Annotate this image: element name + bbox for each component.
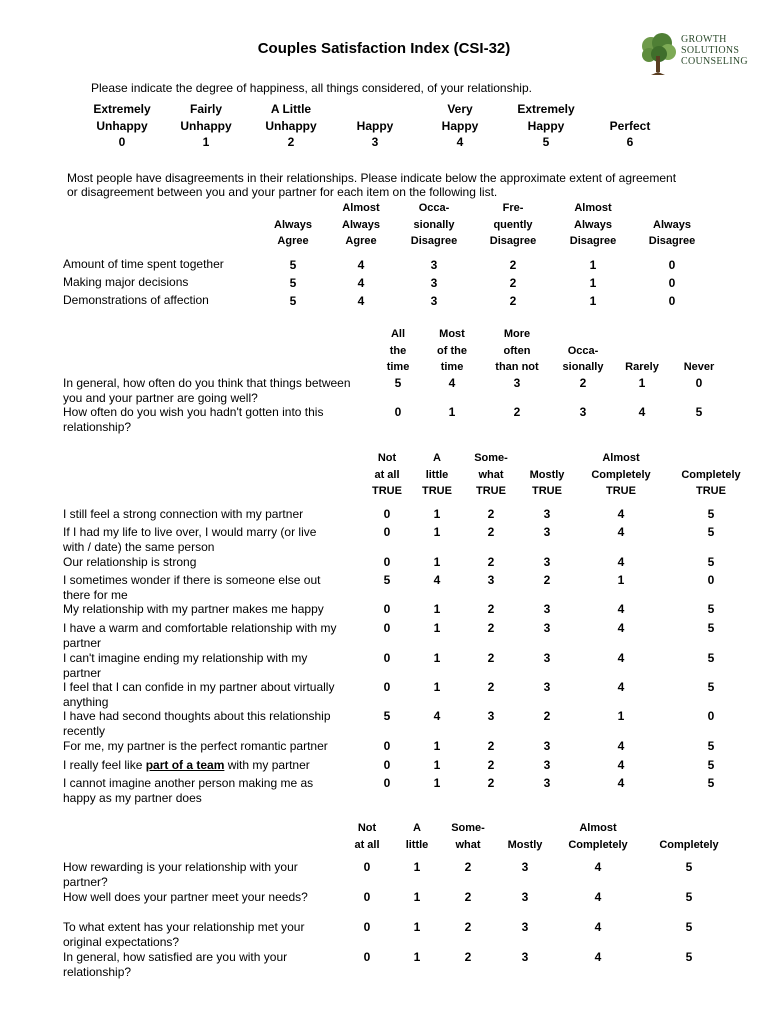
item-text	[63, 758, 363, 773]
column-header: More	[503, 328, 531, 340]
column-header: TRUE	[372, 485, 402, 497]
score-option[interactable]: 2	[487, 776, 495, 790]
scale-value[interactable]: 4	[456, 135, 464, 149]
item-text: partner	[63, 635, 102, 650]
score-option[interactable]: 3	[543, 739, 551, 753]
column-header: TRUE	[606, 485, 636, 497]
score-option[interactable]: 0	[363, 890, 371, 904]
score-option[interactable]: 2	[487, 525, 495, 539]
score-option[interactable]: 4	[448, 376, 456, 390]
score-option[interactable]: 3	[521, 920, 529, 934]
scale-label: Extremely	[517, 102, 575, 116]
score-option[interactable]: 3	[521, 890, 529, 904]
column-header: Disagree	[648, 235, 696, 247]
item-text: I have a warm and comfortable relationship with my	[63, 621, 337, 635]
score-option[interactable]: 5	[289, 276, 297, 290]
score-option[interactable]: 3	[543, 555, 551, 569]
score-option[interactable]: 0	[383, 555, 391, 569]
score-option[interactable]: 1	[433, 555, 441, 569]
score-option[interactable]: 3	[513, 376, 521, 390]
column-header: at all	[354, 838, 380, 851]
item-text: I feel that I can confide in my partner about virtually	[63, 680, 335, 694]
score-option[interactable]: 5	[707, 680, 715, 694]
score-option[interactable]: 3	[430, 258, 438, 272]
column-header: Almost	[574, 202, 612, 214]
score-option[interactable]: 0	[383, 758, 391, 772]
item-text: relationship?	[63, 419, 132, 434]
score-option[interactable]: 1	[413, 950, 421, 964]
score-option[interactable]: 3	[430, 294, 438, 308]
column-header: Not	[357, 822, 377, 834]
score-option[interactable]: 0	[383, 776, 391, 790]
score-option[interactable]: 5	[289, 258, 297, 272]
score-option[interactable]: 1	[433, 758, 441, 772]
score-option[interactable]: 5	[685, 890, 693, 904]
score-option[interactable]: 4	[594, 890, 602, 904]
score-option[interactable]: 2	[464, 860, 472, 874]
score-option[interactable]: 2	[487, 507, 495, 521]
score-option[interactable]: 0	[383, 602, 391, 616]
section2-intro-line1: Most people have disagreements in their relationships. Please indicate below the approximate extent of agreement	[67, 171, 677, 185]
score-option[interactable]: 0	[383, 651, 391, 665]
column-header: little	[405, 838, 429, 851]
tree-icon	[637, 32, 679, 76]
score-option[interactable]: 4	[617, 525, 625, 539]
column-header: Completely	[681, 468, 741, 481]
column-header: time	[440, 361, 464, 373]
logo-line-3: COUNSELING	[681, 56, 748, 67]
column-header: than not	[495, 361, 539, 373]
score-option[interactable]: 5	[707, 555, 715, 569]
score-option[interactable]: 1	[433, 680, 441, 694]
item-text: Demonstrations of affection	[63, 293, 209, 307]
item-text: partner?	[63, 874, 108, 889]
item-text: If I had my life to live over, I would marry (or live	[63, 525, 317, 539]
scale-label: Happy	[356, 119, 394, 133]
column-header: Disagree	[489, 235, 537, 247]
item-text: I sometimes wonder if there is someone else out	[63, 573, 321, 587]
score-option[interactable]: 0	[707, 709, 715, 723]
column-header: Always	[342, 218, 380, 231]
column-header: A	[433, 452, 441, 464]
item-text: How well does your partner meet your needs?	[63, 890, 308, 904]
score-option[interactable]: 1	[589, 258, 597, 272]
score-option[interactable]: 2	[487, 680, 495, 694]
scale-value[interactable]: 6	[626, 135, 634, 149]
item-text: How rewarding is your relationship with your	[63, 860, 298, 874]
score-option[interactable]: 5	[685, 950, 693, 964]
column-header: Almost	[602, 452, 640, 464]
item-text: recently	[63, 723, 106, 738]
score-option[interactable]: 3	[543, 525, 551, 539]
item-text: In general, how satisfied are you with your	[63, 950, 288, 964]
score-option[interactable]: 4	[638, 405, 646, 419]
column-header: Agree	[277, 235, 309, 247]
column-header: at all	[374, 468, 400, 481]
scale-label: Unhappy	[96, 119, 148, 133]
score-option[interactable]: 2	[543, 573, 551, 587]
score-option[interactable]: 1	[413, 920, 421, 934]
scale-label: Unhappy	[265, 119, 317, 133]
score-option[interactable]: 1	[589, 276, 597, 290]
score-option[interactable]: 5	[394, 376, 402, 390]
scale-label: Happy	[441, 119, 479, 133]
score-option[interactable]: 1	[433, 776, 441, 790]
score-option[interactable]: 2	[509, 294, 517, 308]
score-option[interactable]: 3	[430, 276, 438, 290]
score-option[interactable]: 5	[707, 758, 715, 772]
score-option[interactable]: 4	[617, 602, 625, 616]
score-option[interactable]: 4	[617, 507, 625, 521]
score-option[interactable]: 4	[594, 920, 602, 934]
score-option[interactable]: 0	[383, 680, 391, 694]
score-option[interactable]: 1	[433, 525, 441, 539]
score-option[interactable]: 2	[509, 276, 517, 290]
column-header: quently	[493, 218, 533, 231]
score-option[interactable]: 0	[668, 258, 676, 272]
score-option[interactable]: 3	[543, 680, 551, 694]
item-text: you and your partner are going well?	[63, 390, 258, 405]
score-option[interactable]: 1	[413, 860, 421, 874]
column-header: TRUE	[532, 485, 562, 497]
item-text: happy as my partner does	[63, 790, 202, 805]
item-text: anything	[63, 694, 109, 709]
score-option[interactable]: 5	[383, 709, 391, 723]
column-header: Completely	[591, 468, 651, 481]
column-header: Never	[683, 361, 715, 373]
score-option[interactable]: 4	[357, 276, 365, 290]
column-header: what	[478, 468, 504, 481]
score-option[interactable]: 0	[394, 405, 402, 419]
score-option[interactable]: 3	[543, 651, 551, 665]
item-text: I can't imagine ending my relationship with my	[63, 651, 308, 665]
score-option[interactable]: 4	[617, 555, 625, 569]
score-option[interactable]: 4	[433, 573, 441, 587]
item-text: My relationship with my partner makes me happy	[63, 602, 324, 616]
score-option[interactable]: 1	[617, 709, 625, 723]
column-header: TRUE	[476, 485, 506, 497]
score-option[interactable]: 3	[543, 758, 551, 772]
scale-value[interactable]: 5	[542, 135, 550, 149]
q1-prompt: Please indicate the degree of happiness, all things considered, of your relationship.	[91, 81, 532, 95]
column-header: A	[413, 822, 421, 834]
item-text: original expectations?	[63, 934, 180, 949]
item-text: Our relationship is strong	[63, 555, 197, 569]
item-text: there for me	[63, 587, 128, 602]
logo-line-1: GROWTH	[681, 34, 727, 45]
score-option[interactable]: 2	[487, 739, 495, 753]
item-text: How often do you wish you hadn't gotten into this	[63, 405, 324, 419]
score-option[interactable]: 3	[521, 860, 529, 874]
column-header: the	[389, 344, 407, 357]
scale-label: Unhappy	[180, 119, 232, 133]
scale-value[interactable]: 3	[371, 135, 379, 149]
column-header: Always	[274, 218, 312, 231]
score-option[interactable]: 2	[513, 405, 521, 419]
column-header: Most	[439, 328, 465, 340]
column-header: Almost	[342, 202, 380, 214]
score-option[interactable]: 1	[448, 405, 456, 419]
score-option[interactable]: 1	[638, 376, 646, 390]
score-option[interactable]: 5	[383, 573, 391, 587]
column-header: Completely	[659, 838, 719, 851]
score-option[interactable]: 2	[579, 376, 587, 390]
item-text: For me, my partner is the perfect romantic partner	[63, 739, 328, 753]
column-header: often	[503, 344, 531, 357]
item-text-start: I really feel like	[63, 758, 146, 772]
score-option[interactable]: 0	[668, 294, 676, 308]
score-option[interactable]: 3	[543, 602, 551, 616]
score-option[interactable]: 2	[487, 758, 495, 772]
item-text: partner	[63, 665, 102, 680]
score-option[interactable]: 0	[363, 950, 371, 964]
column-header: Completely	[568, 838, 628, 851]
item-text-emphasis: part of a team	[145, 758, 225, 772]
item-text: I cannot imagine another person making me as	[63, 776, 314, 790]
score-option[interactable]: 2	[464, 950, 472, 964]
column-header: time	[386, 361, 410, 373]
score-option[interactable]: 4	[594, 860, 602, 874]
score-option[interactable]: 5	[289, 294, 297, 308]
score-option[interactable]: 2	[487, 555, 495, 569]
scale-value[interactable]: 0	[118, 135, 126, 149]
score-option[interactable]: 2	[487, 651, 495, 665]
score-option[interactable]: 2	[464, 920, 472, 934]
score-option[interactable]: 5	[707, 621, 715, 635]
column-header: Agree	[345, 235, 377, 247]
score-option[interactable]: 4	[594, 950, 602, 964]
item-text: I still feel a strong connection with my partner	[63, 507, 304, 521]
item-text: Amount of time spent together	[63, 257, 224, 271]
score-option[interactable]: 0	[695, 376, 703, 390]
column-header: Occa-	[418, 202, 450, 214]
page-title: Couples Satisfaction Index (CSI-32)	[257, 40, 511, 57]
column-header: Always	[653, 218, 691, 231]
score-option[interactable]: 2	[464, 890, 472, 904]
scale-value[interactable]: 2	[287, 135, 295, 149]
item-text: with / date) the same person	[63, 539, 215, 554]
item-text: To what extent has your relationship met your	[63, 920, 305, 934]
column-header: Mostly	[507, 838, 543, 851]
column-header: Mostly	[529, 468, 565, 481]
score-option[interactable]: 5	[685, 860, 693, 874]
score-option[interactable]: 0	[383, 507, 391, 521]
column-header: Not	[377, 452, 397, 464]
score-option[interactable]: 1	[433, 602, 441, 616]
column-header: of the	[437, 344, 467, 357]
column-header: Disagree	[569, 235, 617, 247]
column-header: Rarely	[625, 361, 659, 373]
scale-label: Extremely	[93, 102, 151, 116]
score-option[interactable]: 3	[543, 776, 551, 790]
score-option[interactable]: 1	[617, 573, 625, 587]
score-option[interactable]: 5	[707, 525, 715, 539]
score-option[interactable]: 4	[617, 680, 625, 694]
column-header: Always	[574, 218, 612, 231]
score-option[interactable]: 0	[363, 860, 371, 874]
item-text-end: with my partner	[224, 758, 310, 772]
scale-label: Perfect	[609, 119, 651, 133]
column-header: Some-	[451, 822, 485, 834]
score-option[interactable]: 5	[707, 776, 715, 790]
score-option[interactable]: 3	[521, 950, 529, 964]
score-option[interactable]: 0	[383, 739, 391, 753]
score-option[interactable]: 1	[433, 507, 441, 521]
growth-solutions-logo	[637, 32, 747, 76]
score-option[interactable]: 5	[707, 651, 715, 665]
logo-line-2: SOLUTIONS	[681, 45, 740, 56]
score-option[interactable]: 1	[589, 294, 597, 308]
column-header: TRUE	[422, 485, 452, 497]
score-option[interactable]: 0	[668, 276, 676, 290]
score-option[interactable]: 5	[695, 405, 703, 419]
score-option[interactable]: 5	[707, 602, 715, 616]
score-option[interactable]: 4	[617, 739, 625, 753]
scale-label: A Little	[270, 102, 312, 116]
score-option[interactable]: 0	[363, 920, 371, 934]
score-option[interactable]: 3	[487, 709, 495, 723]
score-option[interactable]: 4	[357, 258, 365, 272]
column-header: Occa-	[567, 344, 599, 357]
score-option[interactable]: 2	[487, 602, 495, 616]
score-option[interactable]: 1	[433, 651, 441, 665]
score-option[interactable]: 2	[487, 621, 495, 635]
item-text: I have had second thoughts about this relationship	[63, 709, 331, 723]
score-option[interactable]: 5	[707, 739, 715, 753]
score-option[interactable]: 4	[357, 294, 365, 308]
score-option[interactable]: 3	[579, 405, 587, 419]
column-header: Fre-	[502, 202, 524, 214]
score-option[interactable]: 1	[433, 739, 441, 753]
score-option[interactable]: 2	[509, 258, 517, 272]
section2-intro-line2: or disagreement between you and your partner for each item on the following list.	[67, 185, 498, 199]
column-header: Some-	[474, 452, 508, 464]
score-option[interactable]: 1	[413, 890, 421, 904]
score-option[interactable]: 3	[543, 507, 551, 521]
item-text: relationship?	[63, 964, 132, 979]
score-option[interactable]: 1	[433, 621, 441, 635]
column-header: little	[425, 468, 449, 481]
column-header: All	[390, 328, 406, 340]
column-header: sionally	[413, 218, 455, 231]
scale-value[interactable]: 1	[202, 135, 210, 149]
column-header: Disagree	[410, 235, 458, 247]
score-option[interactable]: 0	[707, 573, 715, 587]
score-option[interactable]: 5	[685, 920, 693, 934]
score-option[interactable]: 4	[617, 621, 625, 635]
column-header: TRUE	[696, 485, 726, 497]
score-option[interactable]: 4	[617, 776, 625, 790]
scale-label: Fairly	[189, 102, 222, 116]
score-option[interactable]: 5	[707, 507, 715, 521]
score-option[interactable]: 0	[383, 525, 391, 539]
column-header: sionally	[562, 361, 604, 373]
score-option[interactable]: 4	[433, 709, 441, 723]
item-text: Making major decisions	[63, 275, 189, 289]
scale-label: Very	[447, 102, 473, 116]
item-text: In general, how often do you think that things between	[63, 376, 351, 390]
column-header: what	[455, 838, 481, 851]
score-option[interactable]: 3	[487, 573, 495, 587]
score-option[interactable]: 3	[543, 621, 551, 635]
column-header: Almost	[579, 822, 617, 834]
score-option[interactable]: 4	[617, 651, 625, 665]
score-option[interactable]: 0	[383, 621, 391, 635]
score-option[interactable]: 4	[617, 758, 625, 772]
score-option[interactable]: 2	[543, 709, 551, 723]
scale-label: Happy	[527, 119, 565, 133]
